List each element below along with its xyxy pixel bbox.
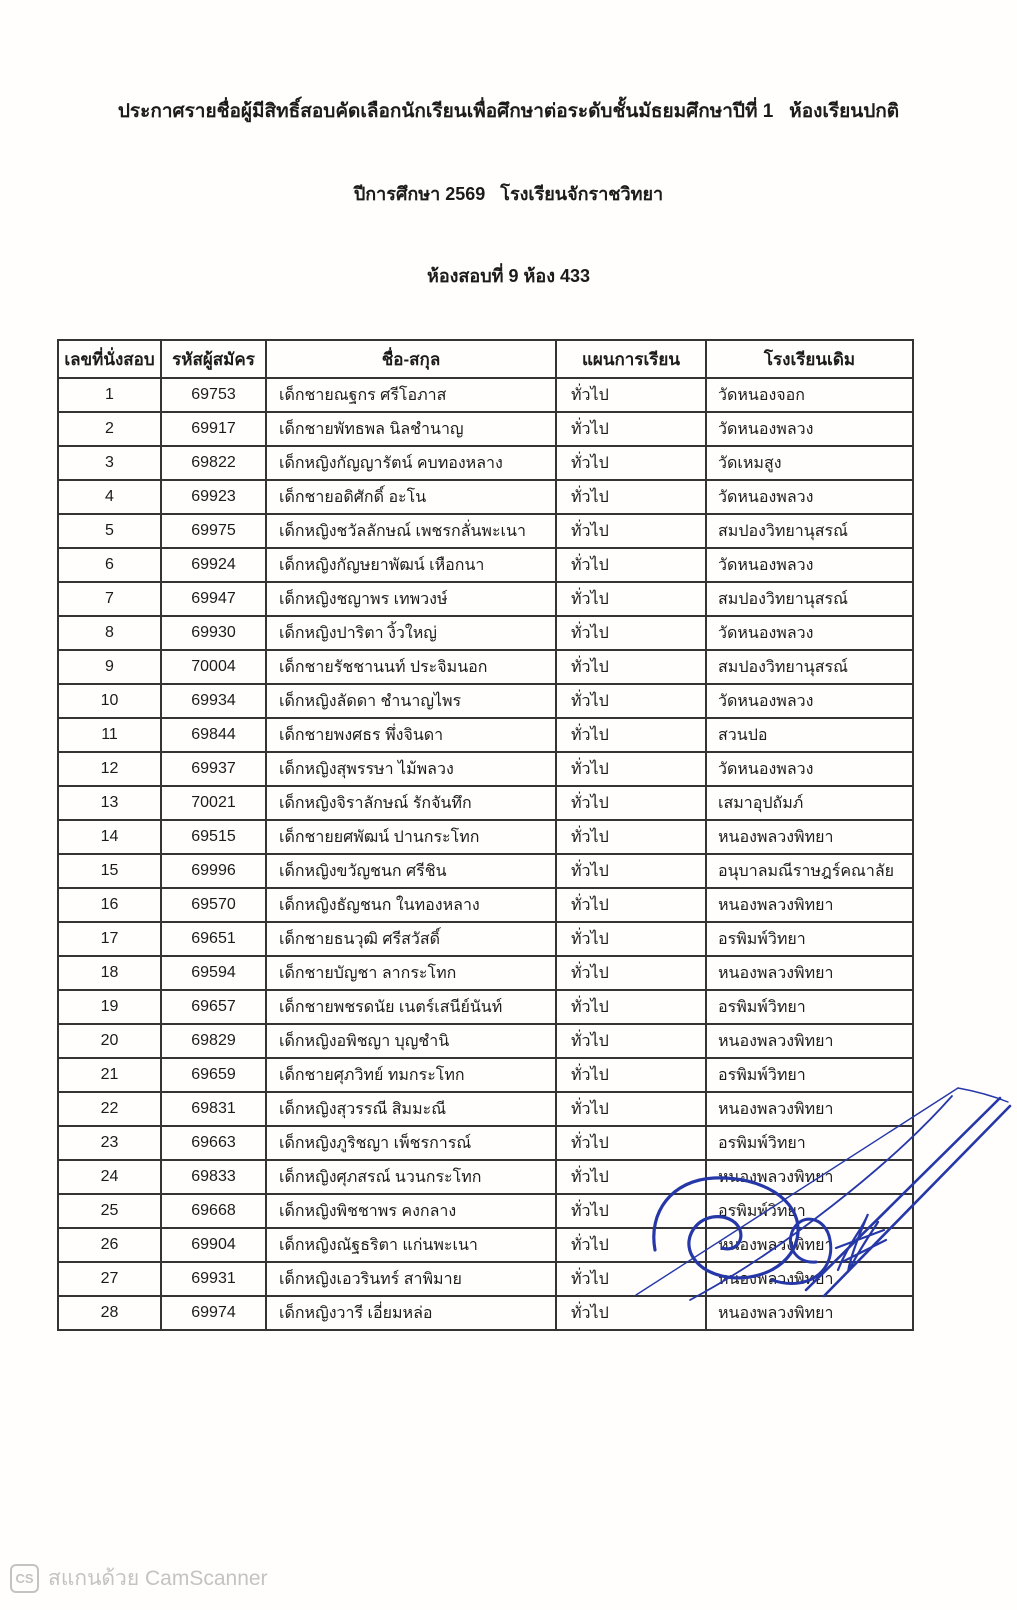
table-row — [58, 446, 913, 480]
applicant-code-cell: 69947 — [161, 582, 266, 616]
camscanner-watermark — [10, 1562, 268, 1595]
seat-number-cell: 11 — [58, 718, 161, 752]
study-plan-cell: ทั่วไป — [556, 1058, 706, 1092]
student-name-cell: เด็กหญิงณัฐธริตา แก่นพะเนา — [266, 1228, 556, 1262]
applicant-code-cell: 69996 — [161, 854, 266, 888]
applicant-code-cell: 69663 — [161, 1126, 266, 1160]
former-school-cell: อรพิมพ์วิทยา — [706, 1126, 913, 1160]
table-row — [58, 1126, 913, 1160]
student-name-cell: เด็กชายพชรดนัย เนตร์เสนีย์นันท์ — [266, 990, 556, 1024]
seat-number-cell: 22 — [58, 1092, 161, 1126]
table-row — [58, 1024, 913, 1058]
applicant-code-cell: 69657 — [161, 990, 266, 1024]
study-plan-cell: ทั่วไป — [556, 650, 706, 684]
student-name-cell: เด็กชายพงศธร พึ่งจินดา — [266, 718, 556, 752]
applicant-code-cell: 69822 — [161, 446, 266, 480]
seat-number-cell: 17 — [58, 922, 161, 956]
table-row — [58, 1160, 913, 1194]
table-row — [58, 854, 913, 888]
student-name-cell: เด็กหญิงชญาพร เทพวงษ์ — [266, 582, 556, 616]
seat-number-cell: 14 — [58, 820, 161, 854]
study-plan-cell: ทั่วไป — [556, 412, 706, 446]
study-plan-cell: ทั่วไป — [556, 378, 706, 412]
student-name-cell: เด็กหญิงปาริตา งิ้วใหญ่ — [266, 616, 556, 650]
former-school-cell: หนองพลวงพิทยา — [706, 1262, 913, 1296]
seat-number-cell: 9 — [58, 650, 161, 684]
former-school-cell: วัดหนองพลวง — [706, 752, 913, 786]
study-plan-cell: ทั่วไป — [556, 990, 706, 1024]
student-name-cell: เด็กหญิงศุภสรณ์ นวนกระโทก — [266, 1160, 556, 1194]
seat-number-cell: 18 — [58, 956, 161, 990]
header-applicant-code: รหัสผู้สมัคร — [161, 340, 266, 378]
applicant-code-cell: 69937 — [161, 752, 266, 786]
applicant-code-cell: 69844 — [161, 718, 266, 752]
table-row — [58, 1262, 913, 1296]
student-name-cell: เด็กหญิงลัดดา ชำนาญไพร — [266, 684, 556, 718]
applicant-code-cell: 69833 — [161, 1160, 266, 1194]
table-row — [58, 820, 913, 854]
student-name-cell: เด็กหญิงชวัลลักษณ์ เพชรกลั่นพะเนา — [266, 514, 556, 548]
former-school-cell: หนองพลวงพิทยา — [706, 1228, 913, 1262]
table-row — [58, 956, 913, 990]
table-row — [58, 718, 913, 752]
former-school-cell: อนุบาลมณีราษฎร์คณาลัย — [706, 854, 913, 888]
applicant-code-cell: 70004 — [161, 650, 266, 684]
seat-number-cell: 23 — [58, 1126, 161, 1160]
former-school-cell: วัดหนองพลวง — [706, 548, 913, 582]
former-school-cell: หนองพลวงพิทยา — [706, 820, 913, 854]
seat-number-cell: 27 — [58, 1262, 161, 1296]
table-row — [58, 378, 913, 412]
table-header-row — [58, 340, 913, 378]
former-school-cell: หนองพลวงพิทยา — [706, 888, 913, 922]
applicant-code-cell: 69917 — [161, 412, 266, 446]
study-plan-cell: ทั่วไป — [556, 1092, 706, 1126]
table-row — [58, 1228, 913, 1262]
applicant-code-cell: 69930 — [161, 616, 266, 650]
seat-number-cell: 15 — [58, 854, 161, 888]
student-name-cell: เด็กชายธนวุฒิ ศรีสวัสดิ์ — [266, 922, 556, 956]
student-name-cell: เด็กหญิงธัญชนก ในทองหลาง — [266, 888, 556, 922]
seat-number-cell: 3 — [58, 446, 161, 480]
study-plan-cell: ทั่วไป — [556, 922, 706, 956]
table-row — [58, 514, 913, 548]
applicant-code-cell: 69924 — [161, 548, 266, 582]
former-school-cell: อรพิมพ์วิทยา — [706, 1194, 913, 1228]
table-row — [58, 922, 913, 956]
seat-number-cell: 2 — [58, 412, 161, 446]
applicant-code-cell: 69829 — [161, 1024, 266, 1058]
student-name-cell: เด็กหญิงวารี เอี่ยมหล่อ — [266, 1296, 556, 1330]
seat-number-cell: 10 — [58, 684, 161, 718]
seat-number-cell: 24 — [58, 1160, 161, 1194]
study-plan-cell: ทั่วไป — [556, 820, 706, 854]
student-name-cell: เด็กชายณฐกร ศรีโอภาส — [266, 378, 556, 412]
student-name-cell: เด็กหญิงอพิชญา บุญชำนิ — [266, 1024, 556, 1058]
seat-number-cell: 1 — [58, 378, 161, 412]
table-row — [58, 582, 913, 616]
study-plan-cell: ทั่วไป — [556, 1160, 706, 1194]
student-list-table — [57, 339, 914, 1331]
table-row — [58, 888, 913, 922]
former-school-cell: อรพิมพ์วิทยา — [706, 990, 913, 1024]
former-school-cell: สมปองวิทยานุสรณ์ — [706, 650, 913, 684]
table-row — [58, 1296, 913, 1330]
student-name-cell: เด็กหญิงพิชชาพร คงกลาง — [266, 1194, 556, 1228]
table-row — [58, 412, 913, 446]
former-school-cell: อรพิมพ์วิทยา — [706, 922, 913, 956]
applicant-code-cell: 69904 — [161, 1228, 266, 1262]
seat-number-cell: 20 — [58, 1024, 161, 1058]
seat-number-cell: 4 — [58, 480, 161, 514]
academic-year-line: ปีการศึกษา 2569 โรงเรียนจักราชวิทยา — [353, 184, 664, 204]
applicant-code-cell: 69668 — [161, 1194, 266, 1228]
header-seat-number: เลขที่นั่งสอบ — [58, 340, 161, 378]
table-row — [58, 786, 913, 820]
study-plan-cell: ทั่วไป — [556, 1296, 706, 1330]
student-name-cell: เด็กหญิงภูริชญา เพ็ชรการณ์ — [266, 1126, 556, 1160]
former-school-cell: วัดหนองพลวง — [706, 412, 913, 446]
student-name-cell: เด็กชายอดิศักดิ์ อะโน — [266, 480, 556, 514]
former-school-cell: สวนปอ — [706, 718, 913, 752]
former-school-cell: เสมาอุปถัมภ์ — [706, 786, 913, 820]
former-school-cell: สมปองวิทยานุสรณ์ — [706, 582, 913, 616]
former-school-cell: หนองพลวงพิทยา — [706, 1092, 913, 1126]
table-row — [58, 1058, 913, 1092]
table-row — [58, 1194, 913, 1228]
seat-number-cell: 19 — [58, 990, 161, 1024]
applicant-code-cell: 69923 — [161, 480, 266, 514]
study-plan-cell: ทั่วไป — [556, 514, 706, 548]
applicant-code-cell: 69974 — [161, 1296, 266, 1330]
table-row — [58, 752, 913, 786]
study-plan-cell: ทั่วไป — [556, 1194, 706, 1228]
applicant-code-cell: 69594 — [161, 956, 266, 990]
study-plan-cell: ทั่วไป — [556, 752, 706, 786]
student-name-cell: เด็กชายพัทธพล นิลชำนาญ — [266, 412, 556, 446]
study-plan-cell: ทั่วไป — [556, 480, 706, 514]
former-school-cell: อรพิมพ์วิทยา — [706, 1058, 913, 1092]
student-name-cell: เด็กชายยศพัฒน์ ปานกระโทก — [266, 820, 556, 854]
student-name-cell: เด็กหญิงสุวรรณี สิมมะณี — [266, 1092, 556, 1126]
former-school-cell: วัดหนองจอก — [706, 378, 913, 412]
header-student-name: ชื่อ-สกุล — [266, 340, 556, 378]
table-row — [58, 548, 913, 582]
former-school-cell: หนองพลวงพิทยา — [706, 1160, 913, 1194]
exam-room-line: ห้องสอบที่ 9 ห้อง 433 — [426, 266, 591, 286]
study-plan-cell: ทั่วไป — [556, 888, 706, 922]
camscanner-watermark-text: สแกนด้วย CamScanner — [48, 1567, 268, 1590]
study-plan-cell: ทั่วไป — [556, 1024, 706, 1058]
table-row — [58, 616, 913, 650]
former-school-cell: วัดเหมสูง — [706, 446, 913, 480]
applicant-code-cell: 69659 — [161, 1058, 266, 1092]
seat-number-cell: 7 — [58, 582, 161, 616]
former-school-cell: สมปองวิทยานุสรณ์ — [706, 514, 913, 548]
applicant-code-cell: 69975 — [161, 514, 266, 548]
study-plan-cell: ทั่วไป — [556, 956, 706, 990]
seat-number-cell: 5 — [58, 514, 161, 548]
study-plan-cell: ทั่วไป — [556, 854, 706, 888]
student-name-cell: เด็กหญิงกัญญารัตน์ คบทองหลาง — [266, 446, 556, 480]
student-name-cell: เด็กหญิงจิราลักษณ์ รักจันทึก — [266, 786, 556, 820]
former-school-cell: วัดหนองพลวง — [706, 480, 913, 514]
applicant-code-cell: 69515 — [161, 820, 266, 854]
student-name-cell: เด็กชายบัญชา ลากระโทก — [266, 956, 556, 990]
study-plan-cell: ทั่วไป — [556, 786, 706, 820]
student-name-cell: เด็กหญิงสุพรรษา ไม้พลวง — [266, 752, 556, 786]
former-school-cell: วัดหนองพลวง — [706, 616, 913, 650]
study-plan-cell: ทั่วไป — [556, 582, 706, 616]
study-plan-cell: ทั่วไป — [556, 548, 706, 582]
seat-number-cell: 12 — [58, 752, 161, 786]
header-former-school: โรงเรียนเดิม — [706, 340, 913, 378]
former-school-cell: วัดหนองพลวง — [706, 684, 913, 718]
seat-number-cell: 8 — [58, 616, 161, 650]
seat-number-cell: 13 — [58, 786, 161, 820]
study-plan-cell: ทั่วไป — [556, 684, 706, 718]
applicant-code-cell: 69831 — [161, 1092, 266, 1126]
student-name-cell: เด็กหญิงกัญษยาพัฒน์ เหือกนา — [266, 548, 556, 582]
document-header — [0, 0, 1017, 326]
applicant-code-cell: 69753 — [161, 378, 266, 412]
seat-number-cell: 25 — [58, 1194, 161, 1228]
seat-number-cell: 16 — [58, 888, 161, 922]
table-row — [58, 480, 913, 514]
applicant-code-cell: 69931 — [161, 1262, 266, 1296]
study-plan-cell: ทั่วไป — [556, 446, 706, 480]
seat-number-cell: 6 — [58, 548, 161, 582]
study-plan-cell: ทั่วไป — [556, 1126, 706, 1160]
student-name-cell: เด็กชายศุภวิทย์ ทมกระโทก — [266, 1058, 556, 1092]
table-row — [58, 990, 913, 1024]
camscanner-logo-icon: CS — [10, 1564, 39, 1593]
study-plan-cell: ทั่วไป — [556, 1228, 706, 1262]
student-name-cell: เด็กชายรัชชานนท์ ประจิมนอก — [266, 650, 556, 684]
applicant-code-cell: 69570 — [161, 888, 266, 922]
seat-number-cell: 28 — [58, 1296, 161, 1330]
header-study-plan: แผนการเรียน — [556, 340, 706, 378]
applicant-code-cell: 69934 — [161, 684, 266, 718]
seat-number-cell: 26 — [58, 1228, 161, 1262]
student-name-cell: เด็กหญิงขวัญชนก ศรีชิน — [266, 854, 556, 888]
document-title: ประกาศรายชื่อผู้มีสิทธิ์สอบคัดเลือกนักเรียนเพื่อศึกษาต่อระดับชั้นมัธยมศึกษาปีที่ 1 ห้องเรียนปกติ — [117, 101, 900, 122]
study-plan-cell: ทั่วไป — [556, 1262, 706, 1296]
table-row — [58, 1092, 913, 1126]
applicant-code-cell: 70021 — [161, 786, 266, 820]
applicant-code-cell: 69651 — [161, 922, 266, 956]
seat-number-cell: 21 — [58, 1058, 161, 1092]
table-row — [58, 650, 913, 684]
study-plan-cell: ทั่วไป — [556, 616, 706, 650]
study-plan-cell: ทั่วไป — [556, 718, 706, 752]
former-school-cell: หนองพลวงพิทยา — [706, 956, 913, 990]
former-school-cell: หนองพลวงพิทยา — [706, 1296, 913, 1330]
table-row — [58, 684, 913, 718]
student-name-cell: เด็กหญิงเอวรินทร์ สาพิมาย — [266, 1262, 556, 1296]
former-school-cell: หนองพลวงพิทยา — [706, 1024, 913, 1058]
